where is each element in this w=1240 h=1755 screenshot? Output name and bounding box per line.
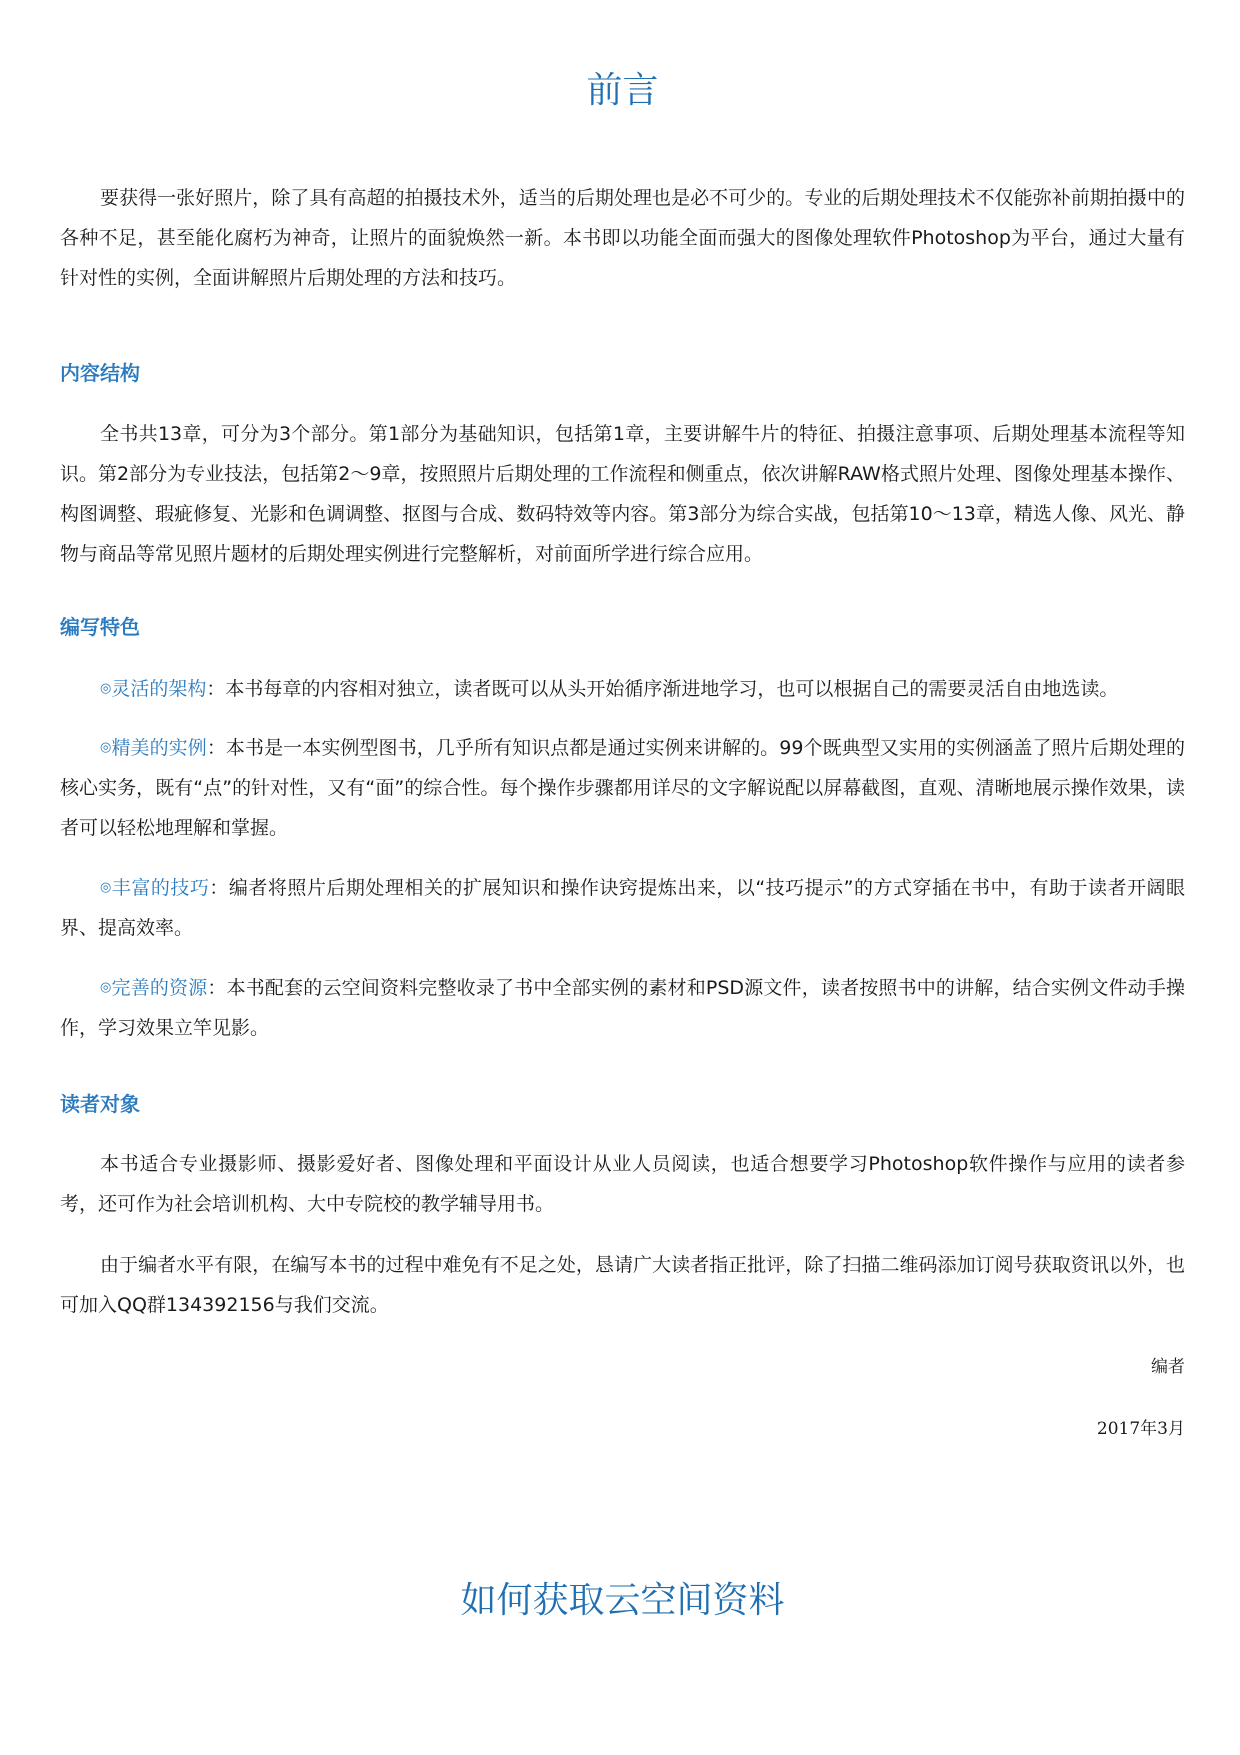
feature-text: ：本书是一本实例型图书，几乎所有知识点都是通过实例来讲解的。99个既典型又实用的实例涵盖了照片后期处理的核心实务，既有“点”的针对性，又有“面”的综合性。每个操作步骤都用详尽的文字解说配以屏幕截图，直观、清晰地展示操作效果，读者可以轻松地理解和掌握。 [60, 737, 1185, 839]
feature-text: ：编者将照片后期处理相关的扩展知识和操作诀窍提炼出来，以“技巧提示”的方式穿插在书中，有助于读者开阔眼界、提高效率。 [60, 877, 1185, 939]
content-structure-paragraph: 全书共13章，可分为3个部分。第1部分为基础知识，包括第1章，主要讲解牛片的特征、拍摄注意事项、后期处理基本流程等知识。第2部分为专业技法，包括第2～9章，按照照片后期处理的工作流程和侧重点，依次讲解RAW格式照片处理、图像处理基本操作、构图调整、瑕疵修复、光影和色调调整、抠图与合成、数码特效等内容。第3部分为综合实战，包括第10～13章，精选人像、风光、静物与商品等常见照片题材的后期处理实例进行完整解析，对前面所学进行综合应用。 [60, 423, 1185, 565]
bullet-icon: ◎ [100, 880, 112, 895]
closing-paragraph: 由于编者水平有限，在编写本书的过程中难免有不足之处，恳请广大读者指正批评，除了扫描二维码添加订阅号获取资讯以外，也可加入QQ群134392156与我们交流。 [60, 1254, 1185, 1316]
feature-label: 完善的资源 [111, 977, 208, 999]
bullet-icon: ◎ [100, 980, 112, 995]
audience-paragraph: 本书适合专业摄影师、摄影爱好者、图像处理和平面设计从业人员阅读，也适合想要学习Photoshop软件操作与应用的读者参考，还可作为社会培训机构、大中专院校的教学辅导用书。 [60, 1153, 1185, 1215]
cloud-resources-title: 如何获取云空间资料 [460, 1580, 785, 1621]
features-heading: 编写特色 [60, 615, 140, 639]
feature-label: 灵活的架构 [111, 678, 207, 700]
signature-date: 2017年3月 [1096, 1419, 1185, 1439]
audience-heading: 读者对象 [60, 1092, 140, 1116]
content-structure-heading: 内容结构 [60, 361, 140, 385]
preface-title: 前言 [586, 70, 659, 111]
feature-item [60, 728, 1185, 848]
bullet-icon: ◎ [100, 740, 112, 755]
feature-text: ：本书每章的内容相对独立，读者既可以从头开始循序渐进地学习，也可以根据自己的需要灵活自由地选读。 [206, 678, 1119, 700]
feature-text: ：本书配套的云空间资料完整收录了书中全部实例的素材和PSD源文件，读者按照书中的讲解，结合实例文件动手操作，学习效果立竿见影。 [60, 977, 1186, 1039]
intro-paragraph: 要获得一张好照片，除了具有高超的拍摄技术外，适当的后期处理也是必不可少的。专业的后期处理技术不仅能弥补前期拍摄中的各种不足，甚至能化腐朽为神奇，让照片的面貌焕然一新。本书即以功能全面而强大的图像处理软件Photoshop为平台，通过大量有针对性的实例，全面讲解照片后期处理的方法和技巧。 [60, 187, 1185, 289]
signature-author: 编者 [1151, 1357, 1185, 1377]
feature-label: 丰富的技巧 [111, 877, 210, 899]
feature-item [60, 968, 1185, 1048]
document-page [60, 0, 1185, 1755]
feature-item [60, 669, 1185, 709]
feature-label: 精美的实例 [111, 737, 207, 759]
feature-item [60, 868, 1185, 948]
bullet-icon: ◎ [100, 681, 112, 696]
